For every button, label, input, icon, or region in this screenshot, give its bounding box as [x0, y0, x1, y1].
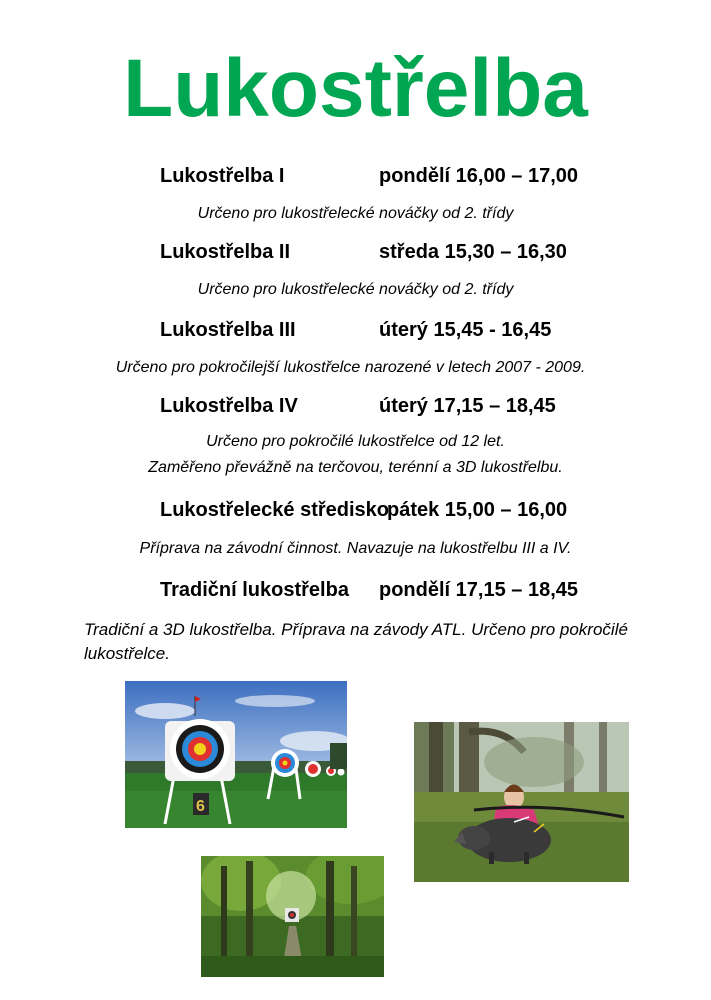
session-time: úterý 15,45 - 16,45 [379, 319, 552, 341]
session-note: Určeno pro lukostřelecké nováčky od 2. třídy [197, 205, 514, 222]
photo-forest-range [201, 856, 384, 977]
session-note: Určeno pro pokročilé lukostřelce od 12 let. [206, 433, 505, 450]
session-name: Lukostřelba I [160, 165, 285, 187]
session-name: Tradiční lukostřelba [160, 579, 349, 601]
session-name: Lukostřelecké středisko [160, 499, 389, 521]
session-time: středa 15,30 – 16,30 [379, 241, 567, 263]
session-name: Lukostřelba III [160, 319, 296, 341]
session-time: úterý 17,15 – 18,45 [379, 395, 556, 417]
session-time: pátek 15,00 – 16,00 [387, 499, 568, 521]
target-number: 6 [196, 798, 205, 815]
session-note: Určeno pro pokročilejší lukostřelce narozené v letech 2007 - 2009. [115, 359, 586, 376]
session-time: pondělí 16,00 – 17,00 [379, 165, 578, 187]
session-time: pondělí 17,15 – 18,45 [379, 579, 578, 601]
session-note: Zaměřeno převážně na terčovou, terénní a 3D lukostřelbu. [148, 459, 563, 476]
session-name: Lukostřelba IV [160, 395, 298, 417]
session-note: Určeno pro lukostřelecké nováčky od 2. třídy [197, 281, 514, 298]
session-name: Lukostřelba II [160, 241, 291, 263]
session-note: Tradiční a 3D lukostřelba. Příprava na závody ATL. Určeno pro pokročilé lukostřelce. [84, 620, 628, 663]
page-title: Lukostřelba [123, 43, 588, 134]
photo-targets [125, 681, 347, 828]
photo-3d-archery [414, 722, 629, 882]
session-note: Příprava na závodní činnost. Navazuje na lukostřelbu III a IV. [139, 540, 572, 557]
